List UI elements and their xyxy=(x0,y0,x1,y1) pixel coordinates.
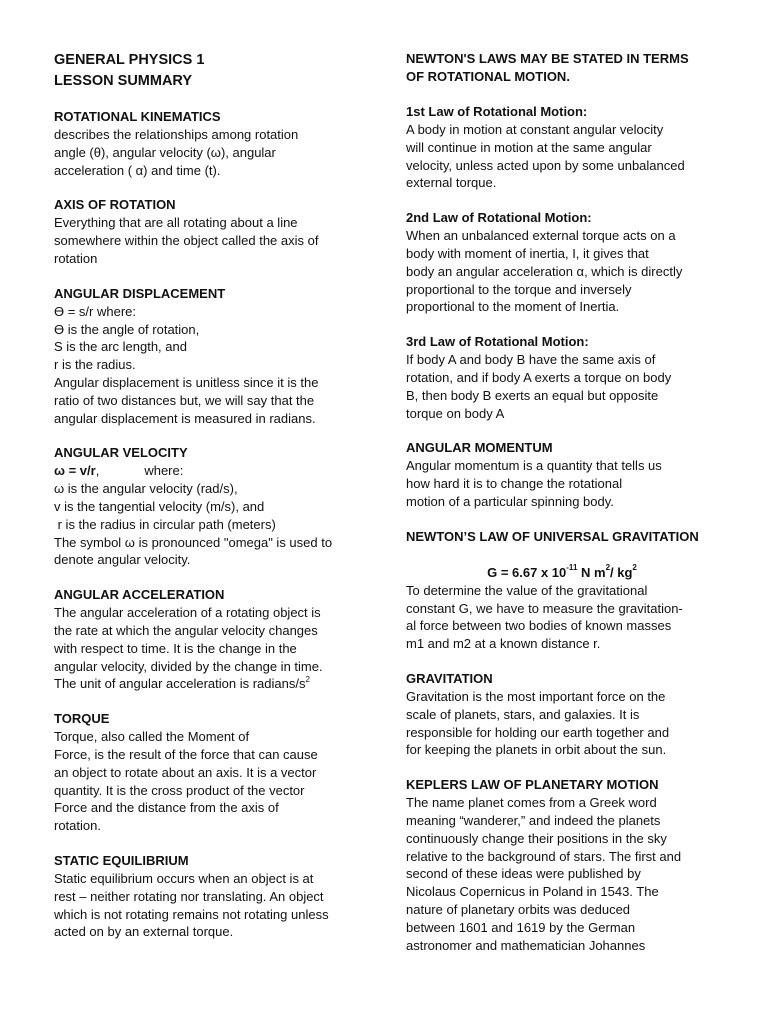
body-line: The name planet comes from a Greek word xyxy=(406,795,657,811)
body-line: al force between two bodies of known masses xyxy=(406,618,672,634)
section-heading: NEWTON’S LAW OF UNIVERSAL GRAVITATION xyxy=(406,528,699,544)
body-line: Ɵ = s/r where: xyxy=(54,303,136,319)
body-line: r is the radius. xyxy=(54,357,136,373)
section-heading: OF ROTATIONAL MOTION. xyxy=(406,69,570,84)
body-line: the rate at which the angular velocity changes xyxy=(54,622,318,638)
body-line: r is the radius in circular path (meters) xyxy=(54,516,276,532)
body-line: The angular acceleration of a rotating object is xyxy=(54,605,321,621)
body-line: relative to the background of stars. The first and xyxy=(406,848,682,864)
body-line: rest – neither rotating nor translating. An object xyxy=(54,888,324,904)
body-line: Everything that are all rotating about a line xyxy=(54,215,298,231)
body-line: Gravitation is the most important force on the xyxy=(406,688,666,704)
body-line: meaning “wanderer,” and indeed the planets xyxy=(406,812,661,828)
doc-title-line2: LESSON SUMMARY xyxy=(54,73,193,89)
body-line: Ɵ is the angle of rotation, xyxy=(54,321,200,337)
section-angular-acceleration xyxy=(54,586,364,693)
section-second-law xyxy=(406,209,718,316)
section-heading: ANGULAR ACCELERATION xyxy=(54,587,225,603)
section-torque xyxy=(54,710,364,835)
section-newtons-laws-intro xyxy=(406,50,718,86)
section-angular-momentum xyxy=(406,439,718,510)
body-line: constant G, we have to measure the gravitation- xyxy=(406,600,683,616)
body-line: Angular momentum is a quantity that tells us xyxy=(406,458,662,474)
body-line: denote angular velocity. xyxy=(54,552,191,568)
body-line: ratio of two distances but, we will say that the xyxy=(54,392,315,408)
formula-exponent: 2 xyxy=(605,563,611,573)
body-line: between 1601 and 1619 by the German xyxy=(406,919,636,935)
formula-exponent: 2 xyxy=(632,563,637,573)
body-line: an object to rotate about an axis. It is a vector xyxy=(54,764,317,780)
body-line: angular velocity, divided by the change in time. xyxy=(54,658,323,674)
section-rotational-kinematics xyxy=(54,108,364,179)
body-line: torque on body A xyxy=(406,405,505,421)
section-angular-velocity xyxy=(54,444,364,569)
body-line: If body A and body B have the same axis of xyxy=(406,352,656,368)
body-line: motion of a particular spinning body. xyxy=(406,493,614,509)
body-line: B, then body B exerts an equal but opposite xyxy=(406,387,659,403)
section-heading: AXIS OF ROTATION xyxy=(54,197,176,213)
formula-line xyxy=(54,462,364,480)
section-axis-of-rotation xyxy=(54,196,364,267)
right-column xyxy=(406,50,718,954)
body-line: S is the arc length, and xyxy=(54,339,187,355)
body-line: proportional to the moment of Inertia. xyxy=(406,299,620,315)
body-line: angle (θ), angular velocity (ω), angular xyxy=(54,144,276,160)
body-line: Static equilibrium occurs when an object is at xyxy=(54,870,314,886)
body-line: quantity. It is the cross product of the vector xyxy=(54,782,305,798)
where-label: where: xyxy=(144,463,184,479)
section-heading: 1st Law of Rotational Motion: xyxy=(406,104,588,119)
section-heading: KEPLERS LAW OF PLANETARY MOTION xyxy=(406,777,659,793)
body-line: v is the tangential velocity (m/s), and xyxy=(54,498,265,514)
body-line: proportional to the torque and inversely xyxy=(406,281,632,297)
body-line: responsible for holding our earth together and xyxy=(406,724,670,740)
section-heading: 3rd Law of Rotational Motion: xyxy=(406,334,589,350)
body-line: Force and the distance from the axis of xyxy=(54,800,279,816)
body-line: rotation xyxy=(54,250,98,266)
doc-title-line1: GENERAL PHYSICS 1 xyxy=(54,52,205,68)
formula-part: G = 6.67 x 10 xyxy=(487,564,567,580)
body-line: with respect to time. It is the change in the xyxy=(54,640,297,656)
body-line: velocity, unless acted upon by some unbalanced xyxy=(406,157,685,173)
section-heading: GRAVITATION xyxy=(406,670,493,686)
section-first-law xyxy=(406,103,718,192)
section-gravitation xyxy=(406,670,718,759)
formula-comma: , xyxy=(95,463,100,479)
body-line: Angular displacement is unitless since it is the xyxy=(54,374,319,390)
body-line: how hard it is to change the rotational xyxy=(406,476,623,492)
section-third-law xyxy=(406,333,718,422)
section-heading: ANGULAR VELOCITY xyxy=(54,445,188,461)
body-line: for keeping the planets in orbit about the sun. xyxy=(406,742,667,758)
body-line: rotation. xyxy=(54,818,101,834)
formula-part: / kg xyxy=(610,564,633,580)
body-line: astronomer and mathematician Johannes xyxy=(406,937,646,953)
body-line: A body in motion at constant angular velocity xyxy=(406,122,664,137)
body-line: continuously change their positions in the sky xyxy=(406,830,667,846)
body-line: describes the relationships among rotation xyxy=(54,127,299,142)
body-line: somewhere within the object called the axis of xyxy=(54,233,319,249)
body-line: nature of planetary orbits was deduced xyxy=(406,901,631,917)
body-line: acceleration ( α) and time (t). xyxy=(54,162,221,178)
section-heading: ANGULAR MOMENTUM xyxy=(406,440,553,456)
body-line: The symbol ω is pronounced "omega" is used to xyxy=(54,534,333,550)
body-line: Torque, also called the Moment of xyxy=(54,729,250,745)
body-line: external torque. xyxy=(406,175,497,191)
section-static-equilibrium xyxy=(54,852,364,941)
body-line: scale of planets, stars, and galaxies. It is xyxy=(406,706,640,722)
section-keplers-law xyxy=(406,776,718,954)
body-line: will continue in motion at the same angular xyxy=(406,139,652,155)
body-line: angular displacement is measured in radians. xyxy=(54,410,316,426)
section-heading: 2nd Law of Rotational Motion: xyxy=(406,210,592,226)
body-line: second of these ideas were published by xyxy=(406,866,641,882)
body-line: body an angular acceleration α, which is directly xyxy=(406,263,683,279)
body-line: ω is the angular velocity (rad/s), xyxy=(54,481,238,497)
body-line xyxy=(54,675,364,693)
unit-text: The unit of angular acceleration is radians/s xyxy=(54,676,306,692)
formula-exponent: -11 xyxy=(566,563,578,573)
angular-velocity-formula: ω = v/r xyxy=(54,463,96,479)
body-line: m1 and m2 at a known distance r. xyxy=(406,636,601,652)
body-line: which is not rotating remains not rotating unless xyxy=(54,906,329,922)
section-heading: ANGULAR DISPLACEMENT xyxy=(54,285,226,301)
body-line: To determine the value of the gravitational xyxy=(406,582,648,598)
section-heading: NEWTON'S LAWS MAY BE STATED IN TERMS xyxy=(406,51,689,66)
body-line: When an unbalanced external torque acts on a xyxy=(406,228,676,244)
section-heading: STATIC EQUILIBRIUM xyxy=(54,852,189,868)
section-universal-gravitation xyxy=(406,528,718,653)
body-line: Nicolaus Copernicus in Poland in 1543. The xyxy=(406,884,659,900)
gravitational-constant-formula xyxy=(406,564,718,582)
section-heading: ROTATIONAL KINEMATICS xyxy=(54,109,221,124)
unit-exponent: 2 xyxy=(305,675,310,684)
section-angular-displacement xyxy=(54,285,364,428)
section-heading: TORQUE xyxy=(54,711,110,727)
body-line: acted on by an external torque. xyxy=(54,924,234,940)
body-line: body with moment of inertia, I, it gives that xyxy=(406,245,649,261)
body-line: Force, is the result of the force that can cause xyxy=(54,746,318,762)
body-line: rotation, and if body A exerts a torque on body xyxy=(406,369,672,385)
left-column xyxy=(54,50,364,941)
formula-part: N m xyxy=(577,564,606,580)
